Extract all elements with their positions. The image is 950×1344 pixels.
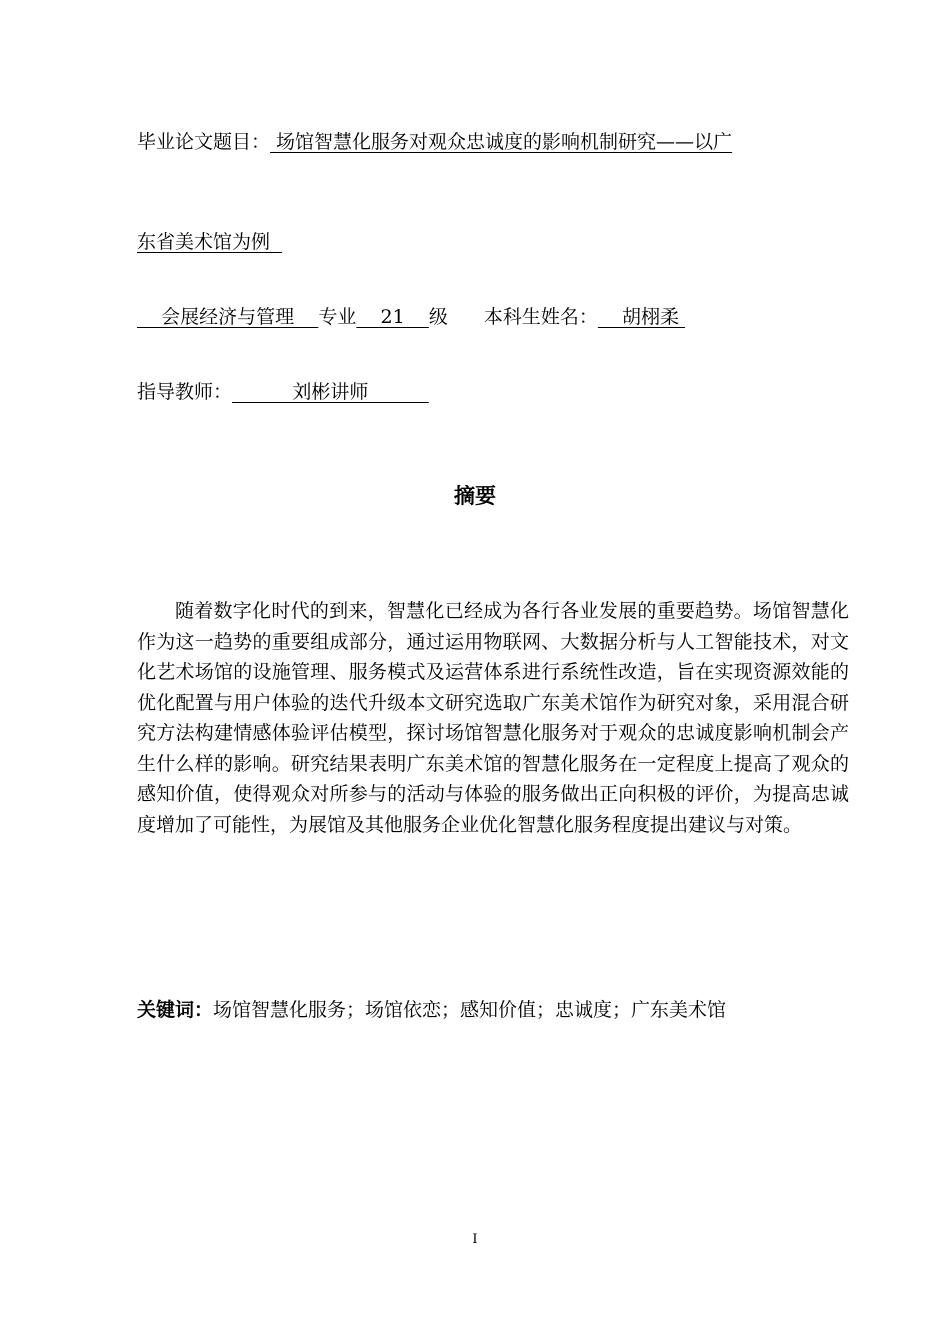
- major-label: 专业: [318, 306, 357, 328]
- student-name-label: 本科生姓名：: [483, 306, 598, 328]
- grade-label: 级: [428, 306, 448, 328]
- abstract-body: 随着数字化时代的到来，智慧化已经成为各行各业发展的重要趋势。场馆智慧化作为这一趋势的重要组成部分，通过运用物联网、大数据分析与人工智能技术，对文化艺术场馆的设施管理、服务模式及运营体系进行系统性改造，旨在实现资源效能的优化配置与用户体验的迭代升级本文研究选取广东美术馆作为研究对象，采用混合研究方法构建情感体验评估模型，探讨场馆智慧化服务对于观众的忠诚度影响机制会产生什么样的影响。研究结果表明广东美术馆的智慧化服务在一定程度上提高了观众的感知价值，使得观众对所参与的活动与体验的服务做出正向积极的评价，为提高忠诚度增加了可能性，为展馆及其他服务企业优化智慧化服务程度提出建议与对策。: [137, 600, 849, 836]
- student-name-value: 胡栩柔: [597, 306, 686, 328]
- major-value: 会展经济与管理: [137, 306, 319, 328]
- thesis-title-part2: 东省美术馆为例: [137, 231, 283, 253]
- abstract-heading: 摘要: [454, 484, 496, 508]
- keywords-text: 场馆智慧化服务；场馆依恋；感知价值；忠诚度；广东美术馆: [213, 999, 727, 1021]
- advisor-line: [137, 380, 429, 404]
- keywords-line: [137, 997, 726, 1023]
- student-info-line: [137, 305, 685, 329]
- advisor-label: 指导教师：: [137, 381, 233, 403]
- keywords-label: 关键词：: [137, 999, 214, 1021]
- thesis-title-label: 毕业论文题目：: [137, 131, 271, 153]
- thesis-title-line-2: [137, 230, 282, 254]
- thesis-title-line-1: [137, 130, 732, 154]
- thesis-title-part1: 场馆智慧化服务对观众忠诚度的影响机制研究——以广: [270, 131, 733, 153]
- page-number: I: [472, 1232, 478, 1247]
- grade-value: 21: [356, 306, 429, 328]
- advisor-name: 刘彬讲师: [232, 381, 429, 403]
